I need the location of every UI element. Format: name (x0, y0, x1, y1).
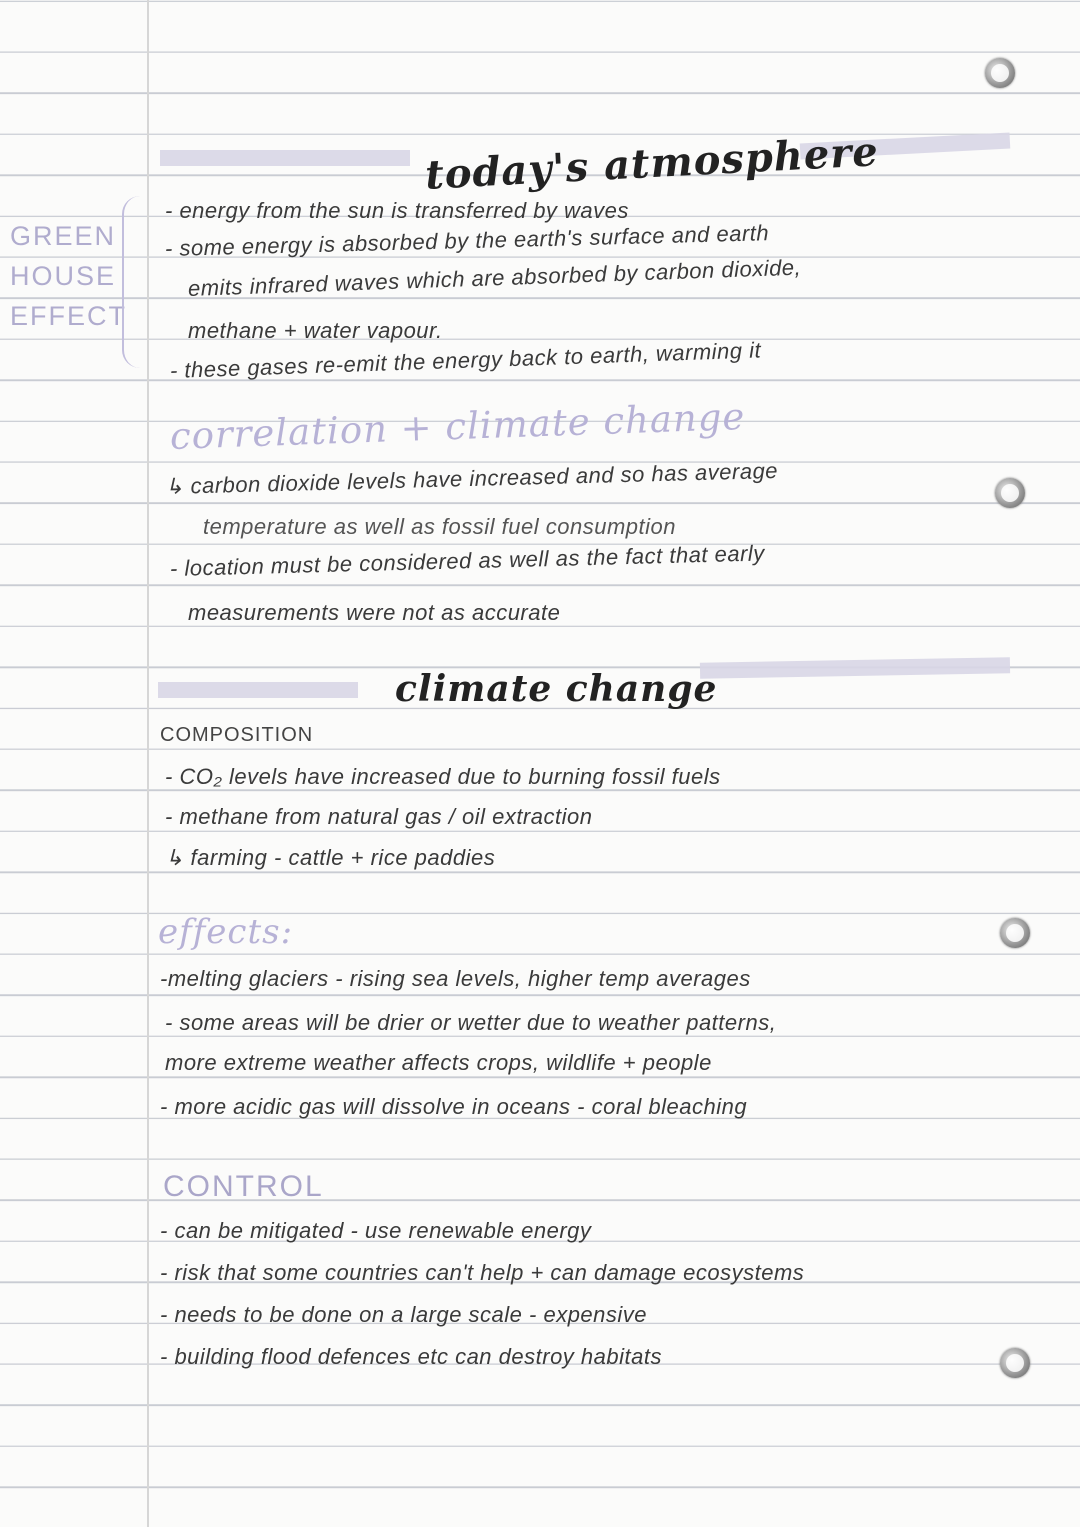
binder-hole-4 (1000, 1348, 1030, 1378)
correlation-line: - location must be considered as well as the fact that early (169, 540, 766, 581)
atmosphere-line: - these gases re-emit the energy back to earth, warming it (169, 337, 762, 383)
composition-line: ↳ farming - cattle + rice paddies (165, 845, 496, 870)
composition-label: COMPOSITION (160, 724, 314, 746)
heading-highlight (700, 657, 1010, 678)
atmosphere-line: - energy from the sun is transferred by waves (165, 198, 629, 223)
climate-change-heading: climate change (395, 668, 718, 710)
effects-line: - some areas will be drier or wetter due to weather patterns, (165, 1010, 777, 1035)
sidebar-label-line: EFFECT (10, 301, 127, 331)
effects-line: - more acidic gas will dissolve in oceans - coral bleaching (160, 1094, 748, 1119)
composition-line: - CO₂ levels have increased due to burning fossil fuels (165, 764, 721, 789)
correlation-line: ↳ carbon dioxide levels have increased and so has average (164, 457, 779, 499)
sidebar-brace (122, 196, 142, 368)
effects-line: -melting glaciers - rising sea levels, higher temp averages (160, 966, 751, 991)
control-line: - can be mitigated - use renewable energy (160, 1218, 592, 1243)
control-label: CONTROL (163, 1170, 324, 1203)
control-line: - risk that some countries can't help + can damage ecosystems (160, 1260, 805, 1285)
effects-heading: effects: (158, 912, 294, 952)
composition-line: - methane from natural gas / oil extraction (165, 804, 593, 829)
atmosphere-line: methane + water vapour. (188, 318, 443, 343)
correlation-heading: correlation + climate change (169, 394, 746, 458)
control-line: - building flood defences etc can destroy habitats (160, 1344, 662, 1369)
atmosphere-line: emits infrared waves which are absorbed by carbon dioxide, (187, 254, 802, 301)
atmosphere-heading: today's atmosphere (424, 128, 880, 199)
correlation-line: measurements were not as accurate (188, 600, 561, 625)
sidebar-label-line: GREEN (10, 221, 117, 251)
binder-hole-2 (995, 478, 1025, 508)
effects-line: more extreme weather affects crops, wildlife + people (165, 1050, 712, 1075)
heading-highlight (160, 150, 410, 166)
control-line: - needs to be done on a large scale - expensive (160, 1302, 648, 1327)
binder-hole-1 (985, 58, 1015, 88)
sidebar-label-line: HOUSE (10, 261, 117, 291)
margin-line (147, 0, 149, 1527)
correlation-line: temperature as well as fossil fuel consumption (203, 514, 676, 539)
atmosphere-line: - some energy is absorbed by the earth's surface and earth (164, 220, 770, 261)
binder-hole-3 (1000, 918, 1030, 948)
heading-highlight (158, 682, 358, 698)
